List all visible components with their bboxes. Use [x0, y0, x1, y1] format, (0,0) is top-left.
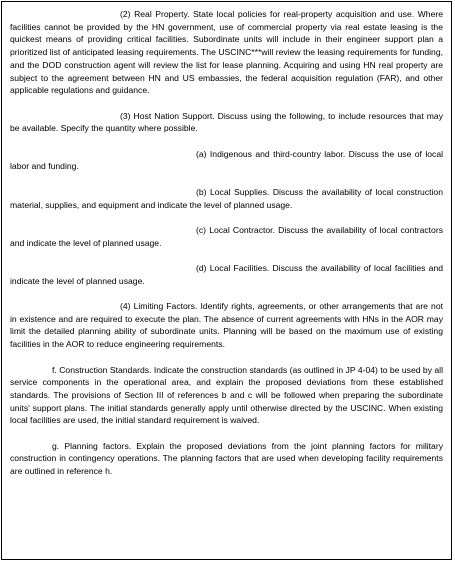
- paragraph-label: (2): [120, 9, 131, 19]
- paragraph-text: Indigenous and third-country labor. Discuss the use of local labor and funding.: [10, 148, 444, 172]
- paragraph-label: g.: [52, 440, 60, 451]
- paragraph-text: Limiting Factors. Identify rights, agreements, or other arrangements that are not in existence and are required to execute the plan. The absence of current agreements with HNs in the AOR may limit the detailed planning ability of subordinate units. Planning will be based on the maximum use of existing facilities in the AOR to reduce engineering requirements.: [10, 301, 443, 350]
- paragraph-indigenous-labor: [10, 148, 443, 173]
- paragraph-construction-standards: [10, 364, 443, 428]
- paragraph-label: (4): [120, 301, 131, 312]
- paragraph-local-facilities: [10, 262, 443, 287]
- paragraph-label: (d): [196, 262, 207, 273]
- paragraph-label: f.: [52, 364, 57, 375]
- paragraph-limiting-factors: [10, 300, 443, 351]
- paragraph-label: (c): [196, 224, 207, 235]
- paragraph-text: Local Facilities. Discuss the availability of local facilities and indicate the level of planned usage.: [10, 262, 443, 286]
- paragraph-text: Local Contractor. Discuss the availability of local contractors and indicate the level of planned usage.: [10, 224, 443, 248]
- document-body: [10, 8, 443, 491]
- paragraph-label: (b): [196, 186, 207, 197]
- paragraph-real-property: [10, 8, 443, 97]
- paragraph-host-nation-support: [10, 110, 443, 135]
- paragraph-text: Local Supplies. Discuss the availability of local construction material, supplies, and equipment and indicate the level of planned usage.: [10, 186, 443, 210]
- paragraph-text: Construction Standards. Indicate the construction standards (as outlined in JP 4-04) to be used by all service components in the operational area, and explain the proposed deviations from these established standards. The provisions of Section III of references b and c will be followed when preparing the subordinate units' support plans. The initial standards generally apply until otherwise directed by the USCINC. When existing local facilities are used, the initial standard requirement is waived.: [10, 364, 443, 426]
- paragraph-local-supplies: [10, 186, 443, 211]
- paragraph-local-contractor: [10, 224, 443, 249]
- paragraph-text: Host Nation Support. Discuss using the following, to include resources that may be available. Specify the quantity where possible.: [10, 110, 443, 134]
- page-frame: [1, 1, 452, 560]
- paragraph-planning-factors: [10, 440, 443, 478]
- paragraph-label: (3): [120, 110, 131, 121]
- paragraph-text: Planning factors. Explain the proposed deviations from the joint planning factors for military construction in contingency operations. The planning factors that are used when developing facility requirements are outlined in reference h.: [10, 440, 443, 477]
- paragraph-text: Real Property. State local policies for real-property acquisition and use. Where facilities cannot be provided by the HN government, use of commercial property via real estate leasing is the quickest means of providing critical facilities. Subordinate units will include in their engineer support plan a prioritized list of anticipated leasing requirements. The USCINC***will review the leasing requirements for funding, and the DOD construction agent will review the list for lease planning. Acquiring and using HN real property are subject to the agreement between HN and US embassies, the federal acquisition regulation (FAR), and other applicable regulations and guidance.: [10, 9, 443, 96]
- paragraph-label: (a): [196, 148, 207, 159]
